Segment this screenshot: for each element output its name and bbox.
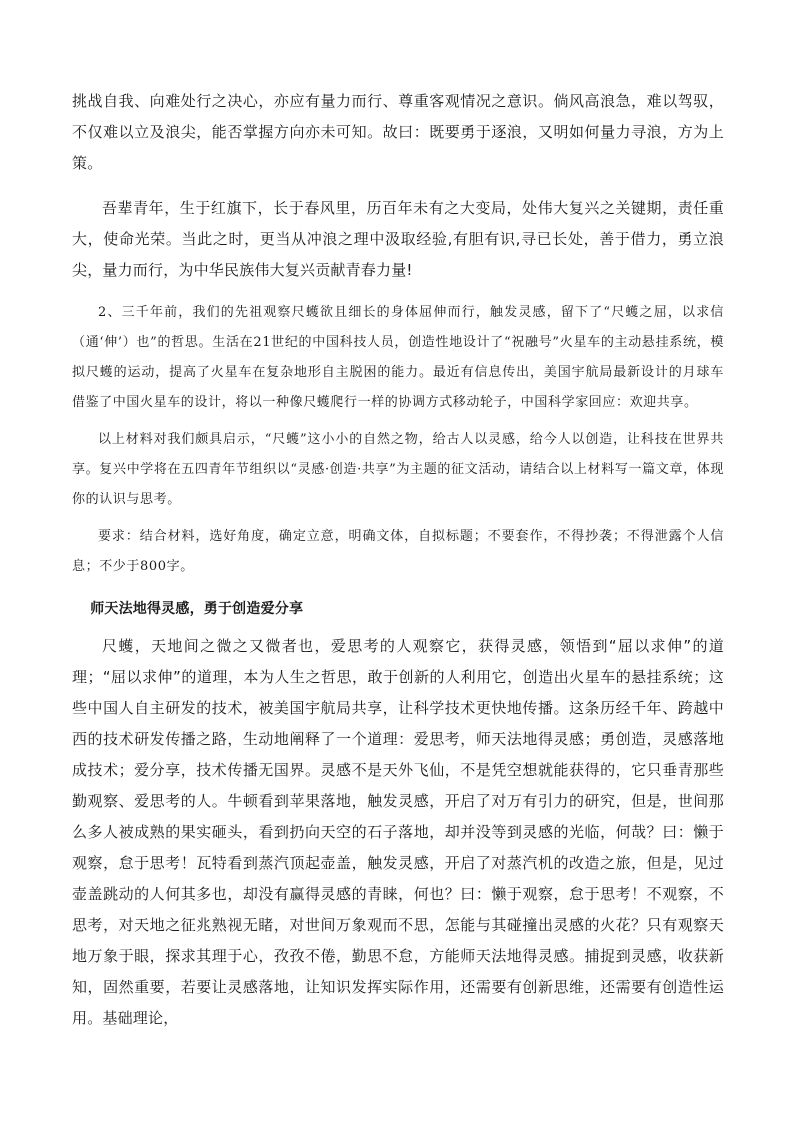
essay-title: 师天法地得灵感，勇于创造爱分享	[90, 601, 304, 617]
prompt-task: 以上材料对我们颇具启示，“尺蠖”这小小的自然之物，给古人以灵感，给今人以创造，让科技在世界共享。复兴中学将在五四青年节组织以“灵感·创造·共享”为主题的征文活动，请结合以上材料写一篇文章，体现你的认识与思考。	[72, 432, 724, 507]
document-page	[72, 86, 724, 1034]
prompt-requirements: 要求：结合材料，选好角度，确定立意，明确文体，自拟标题；不要套作，不得抄袭；不得泄露个人信息；不少于800字。	[72, 529, 724, 574]
essay-body: 尺蠖，天地间之微之又微者也，爱思考的人观察它，获得灵感，领悟到“屈以求伸”的道理；“屈以求伸”的道理，本为人生之哲思，敢于创新的人利用它，创造出火星车的悬挂系统；这些中国人自主研发的技术，被美国宇航局共享，让科学技术更快地传播。这条历经千年、跨越中西的技术研发传播之路，生动地阐释了一个道理：爱思考，师天法地得灵感；勇创造，灵感落地成技术；爱分享，技术传播无国界。灵感不是天外飞仙，不是凭空想就能获得的，它只垂青那些勤观察、爱思考的人。牛顿看到苹果落地，触发灵感，开启了对万有引力的研究，但是，世间那么多人被成熟的果实砸头，看到扔向天空的石子落地，却并没等到灵感的光临，何哉？曰：懒于观察，怠于思考！瓦特看到蒸汽顶起壶盖，触发灵感，开启了对蒸汽机的改造之旅，但是，见过壶盖跳动的人何其多也，却没有赢得灵感的青睐，何也？曰：懒于观察，怠于思考！不观察，不思考，对天地之征兆熟视无睹，对世间万象观而不思，怎能与其碰撞出灵感的火花？只有观察天地万象于眼，探求其理于心，孜孜不倦，勤思不怠，方能师天法地得灵感。捕捉到灵感，收获新知，固然重要，若要让灵感落地，让知识发挥实际作用，还需要有创新思维，还需要有创造性运用。基础理论，	[72, 637, 724, 1027]
essay-paragraph-1: 挑战自我、向难处行之决心，亦应有量力而行、尊重客观情况之意识。倘风高浪急，难以驾驭，不仅难以立及浪尖，能否掌握方向亦未可知。故曰：既要勇于逐浪，又明如何量力寻浪，方为上策。	[72, 92, 724, 172]
essay-paragraph-2: 吾辈青年，生于红旗下，长于春风里，历百年未有之大变局，处伟大复兴之关键期，责任重大，使命光荣。当此之时，更当从冲浪之理中汲取经验,有胆有识,寻已长处，善于借力，勇立浪尖，量力而行，为中华民族伟大复兴贡献青春力量!	[72, 199, 724, 279]
prompt-material: 2、三千年前，我们的先祖观察尺蠖欲且细长的身体屈伸而行，触发灵感，留下了“尺蠖之屈，以求信（通‘伸’）也”的哲思。生活在21世纪的中国科技人员，创造性地设计了“祝融号”火星车的主动悬挂系统，模拟尺蠖的运动，提高了火星车在复杂地形自主脱困的能力。最近有信息传出，美国宇航局最新设计的月球车借鉴了中国火星车的设计，将以一种像尺蠖爬行一样的协调方式移动轮子，中国科学家回应：欢迎共享。	[72, 305, 724, 410]
